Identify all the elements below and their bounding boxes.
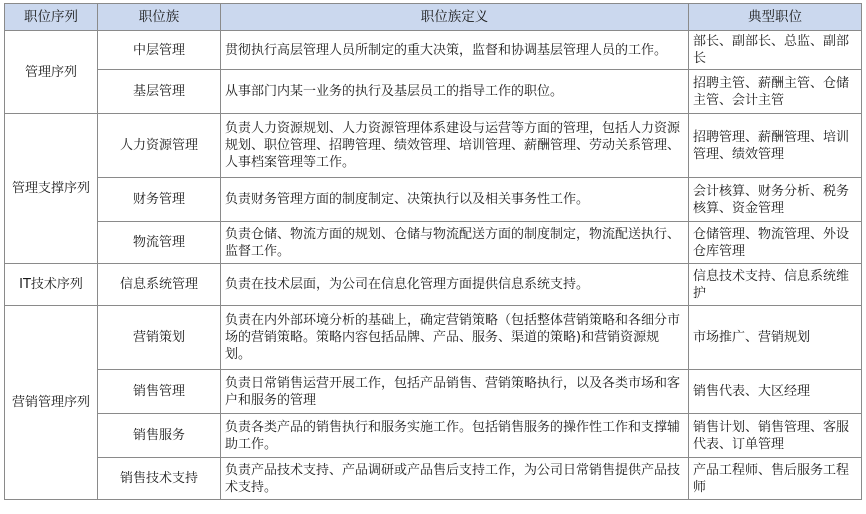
- family-cell: 人力资源管理: [98, 114, 221, 178]
- header-positions: 典型职位: [689, 4, 862, 31]
- table-row: [5, 306, 862, 370]
- family-cell: 物流管理: [98, 222, 221, 264]
- positions-cell: 仓储管理、物流管理、外设仓库管理: [689, 222, 862, 264]
- positions-cell: 招聘管理、薪酬管理、培训管理、绩效管理: [689, 114, 862, 178]
- definition-cell: 负责各类产品的销售执行和服务实施工作。包括销售服务的操作性工作和支撑辅助工作。: [221, 414, 689, 458]
- definition-cell: 负责财务管理方面的制度制定、决策执行以及相关事务性工作。: [221, 178, 689, 222]
- table-row: [5, 222, 862, 264]
- sequence-cell: 管理序列: [5, 31, 98, 114]
- header-sequence: 职位序列: [5, 4, 98, 31]
- family-cell: 信息系统管理: [98, 264, 221, 306]
- family-cell: 销售服务: [98, 414, 221, 458]
- table-row: [5, 178, 862, 222]
- job-sequence-table: [4, 3, 862, 500]
- header-row: [5, 4, 862, 31]
- header-definition: 职位族定义: [221, 4, 689, 31]
- family-cell: 财务管理: [98, 178, 221, 222]
- family-cell: 销售管理: [98, 370, 221, 414]
- definition-cell: 贯彻执行高层管理人员所制定的重大决策，监督和协调基层管理人员的工作。: [221, 31, 689, 70]
- sequence-cell: IT技术序列: [5, 264, 98, 306]
- table-row: [5, 370, 862, 414]
- positions-cell: 产品工程师、售后服务工程师: [689, 458, 862, 500]
- header-family: 职位族: [98, 4, 221, 31]
- sequence-cell: 营销管理序列: [5, 306, 98, 500]
- positions-cell: 会计核算、财务分析、税务核算、资金管理: [689, 178, 862, 222]
- positions-cell: 信息技术支持、信息系统维护: [689, 264, 862, 306]
- definition-cell: 从事部门内某一业务的执行及基层员工的指导工作的职位。: [221, 70, 689, 114]
- definition-cell: 负责仓储、物流方面的规划、仓储与物流配送方面的制度制定，物流配送执行、监督工作。: [221, 222, 689, 264]
- table-row: [5, 458, 862, 500]
- positions-cell: 招聘主管、薪酬主管、仓储主管、会计主管: [689, 70, 862, 114]
- table-row: [5, 264, 862, 306]
- positions-cell: 销售计划、销售管理、客服代表、订单管理: [689, 414, 862, 458]
- definition-cell: 负责在内外部环境分析的基础上，确定营销策略（包括整体营销策略和各细分市场的营销策略。策略内容包括品牌、产品、服务、渠道的策略)和营销资源规划。: [221, 306, 689, 370]
- sequence-cell: 管理支撑序列: [5, 114, 98, 264]
- definition-cell: 负责日常销售运营开展工作，包括产品销售、营销策略执行，以及各类市场和客户和服务的管理: [221, 370, 689, 414]
- table-row: [5, 31, 862, 70]
- table-row: [5, 70, 862, 114]
- positions-cell: 部长、副部长、总监、副部长: [689, 31, 862, 70]
- family-cell: 销售技术支持: [98, 458, 221, 500]
- definition-cell: 负责在技术层面，为公司在信息化管理方面提供信息系统支持。: [221, 264, 689, 306]
- table-row: [5, 414, 862, 458]
- positions-cell: 市场推广、营销规划: [689, 306, 862, 370]
- family-cell: 基层管理: [98, 70, 221, 114]
- positions-cell: 销售代表、大区经理: [689, 370, 862, 414]
- table-row: [5, 114, 862, 178]
- family-cell: 中层管理: [98, 31, 221, 70]
- family-cell: 营销策划: [98, 306, 221, 370]
- definition-cell: 负责产品技术支持、产品调研或产品售后支持工作，为公司日常销售提供产品技术支持。: [221, 458, 689, 500]
- definition-cell: 负责人力资源规划、人力资源管理体系建设与运营等方面的管理，包括人力资源规划、职位管理、招聘管理、绩效管理、培训管理、薪酬管理、劳动关系管理、人事档案管理等工作。: [221, 114, 689, 178]
